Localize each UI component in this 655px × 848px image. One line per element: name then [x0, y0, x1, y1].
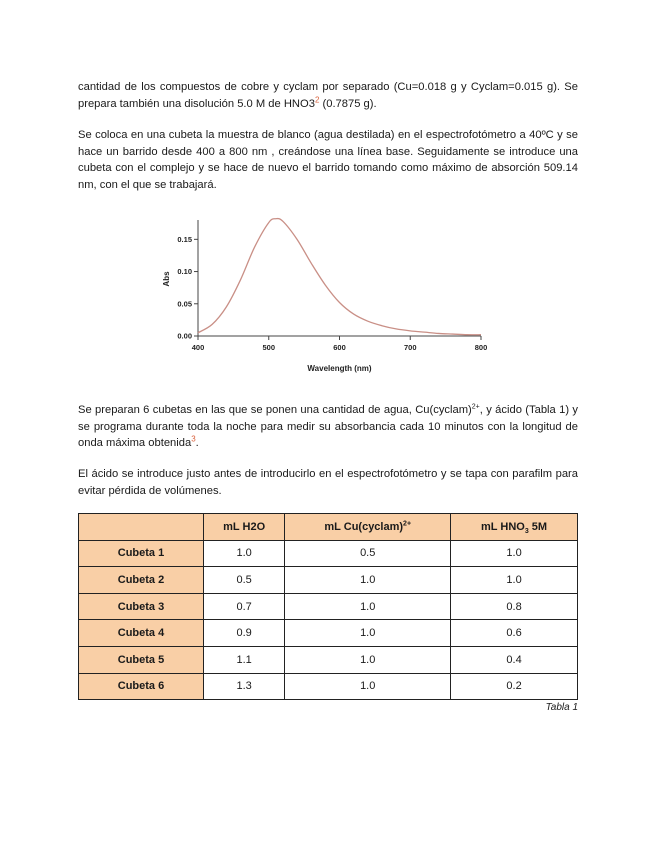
paragraph-baseline-scan: [78, 127, 578, 193]
table-corner-cell: [79, 514, 204, 541]
paragraph-text: Se coloca en una cubeta la muestra de blanco (agua destilada) en el espectrofotómetro a 40ºC y se hace un barrido desde 400 a 800 nm , creándose una línea base. Seguidamente se introduce una cubeta con el complejo y se hace de nuevo el barrido tomando como máximo de absorción 509.14 nm, con el que se trabajará.: [78, 129, 578, 191]
footnote-ref[interactable]: 3: [191, 434, 196, 444]
cell-cu-cyclam: 1.0: [285, 567, 451, 594]
table-row: [79, 540, 578, 567]
paragraph-text: El ácido se introduce justo antes de introducirlo en el espectrofotómetro y se tapa con parafilm para evitar pérdida de volúmenes.: [78, 468, 578, 497]
cell-h2o: 0.7: [204, 593, 285, 620]
footnote-ref[interactable]: 2: [314, 94, 320, 104]
row-label-cell: Cubeta 1: [79, 540, 204, 567]
x-tick-label: 700: [403, 343, 417, 352]
cell-h2o: 1.1: [204, 646, 285, 673]
header-ml-cu-cyclam: mL Cu(cyclam)$^{2+}$: [285, 514, 451, 541]
cell-hno3: 0.6: [451, 620, 578, 647]
cell-hno3: 0.2: [451, 673, 578, 700]
paragraph-acid-note: [78, 466, 578, 499]
cell-cu-cyclam: 1.0: [285, 593, 451, 620]
cell-cu-cyclam: 1.0: [285, 673, 451, 700]
table-row: [79, 620, 578, 647]
paragraph-text: .: [195, 437, 199, 449]
y-tick-label: 0.15: [177, 234, 192, 244]
table-header-row: [79, 514, 578, 541]
table-row: [79, 673, 578, 700]
paragraph-solution-prep: [78, 79, 578, 112]
table-caption: Tabla 1: [545, 702, 578, 713]
table-row: [79, 593, 578, 620]
table-row: [79, 567, 578, 594]
row-label-cell: Cubeta 6: [79, 673, 204, 700]
cell-hno3: 1.0: [451, 567, 578, 594]
charge-superscript: 2+: [471, 403, 480, 411]
row-label-cell: Cubeta 5: [79, 646, 204, 673]
paragraph-text: cantidad de los compuestos de cobre y cyclam por separado (Cu=0.018 g y Cyclam=0.015 g). Se prepara también una disolución 5.0 M de HNO3: [78, 81, 578, 110]
header-ml-hno3: mL $HNO_3$ 5M: [451, 514, 578, 541]
cell-cu-cyclam: 1.0: [285, 646, 451, 673]
y-tick-label: 0.00: [177, 331, 192, 341]
cell-h2o: 0.5: [204, 567, 285, 594]
cell-cu-cyclam: 0.5: [285, 540, 451, 567]
header-ml-h2o: mL H2O: [204, 514, 285, 541]
absorbance-spectrum-chart: [155, 212, 495, 382]
table-row: [79, 646, 578, 673]
row-label-cell: Cubeta 3: [79, 593, 204, 620]
y-tick-label: 0.05: [177, 299, 192, 309]
paragraph-text: (0.7875 g).: [319, 97, 377, 110]
y-tick-label: 0.10: [177, 267, 192, 277]
x-tick-label: 800: [474, 343, 488, 352]
cell-hno3: 0.8: [451, 593, 578, 620]
absorbance-series-line: [198, 219, 481, 335]
cell-hno3: 0.4: [451, 646, 578, 673]
x-tick-label: 500: [262, 343, 276, 352]
row-label-cell: Cubeta 2: [79, 567, 204, 594]
volumes-table: [78, 513, 578, 700]
cell-cu-cyclam: 1.0: [285, 620, 451, 647]
cell-h2o: 0.9: [204, 620, 285, 647]
y-axis-label: Abs: [162, 271, 171, 287]
x-tick-label: 400: [191, 343, 205, 352]
cell-h2o: 1.3: [204, 673, 285, 700]
paragraph-text: , y ácido (Tabla 1) y se programa durante toda la noche para medir su absorbancia cada 10 minutos con la longitud de onda máxima obtenida: [78, 404, 578, 449]
cell-hno3: 1.0: [451, 540, 578, 567]
row-label-cell: Cubeta 4: [79, 620, 204, 647]
x-tick-label: 600: [333, 343, 346, 352]
paragraph-text: Se preparan 6 cubetas en las que se ponen una cantidad de agua, Cu(cyclam): [78, 404, 472, 416]
x-axis-label: Wavelength (nm): [307, 364, 372, 373]
paragraph-cuvette-prep: [78, 402, 578, 452]
chart-axes: [198, 220, 481, 336]
cell-h2o: 1.0: [204, 540, 285, 567]
